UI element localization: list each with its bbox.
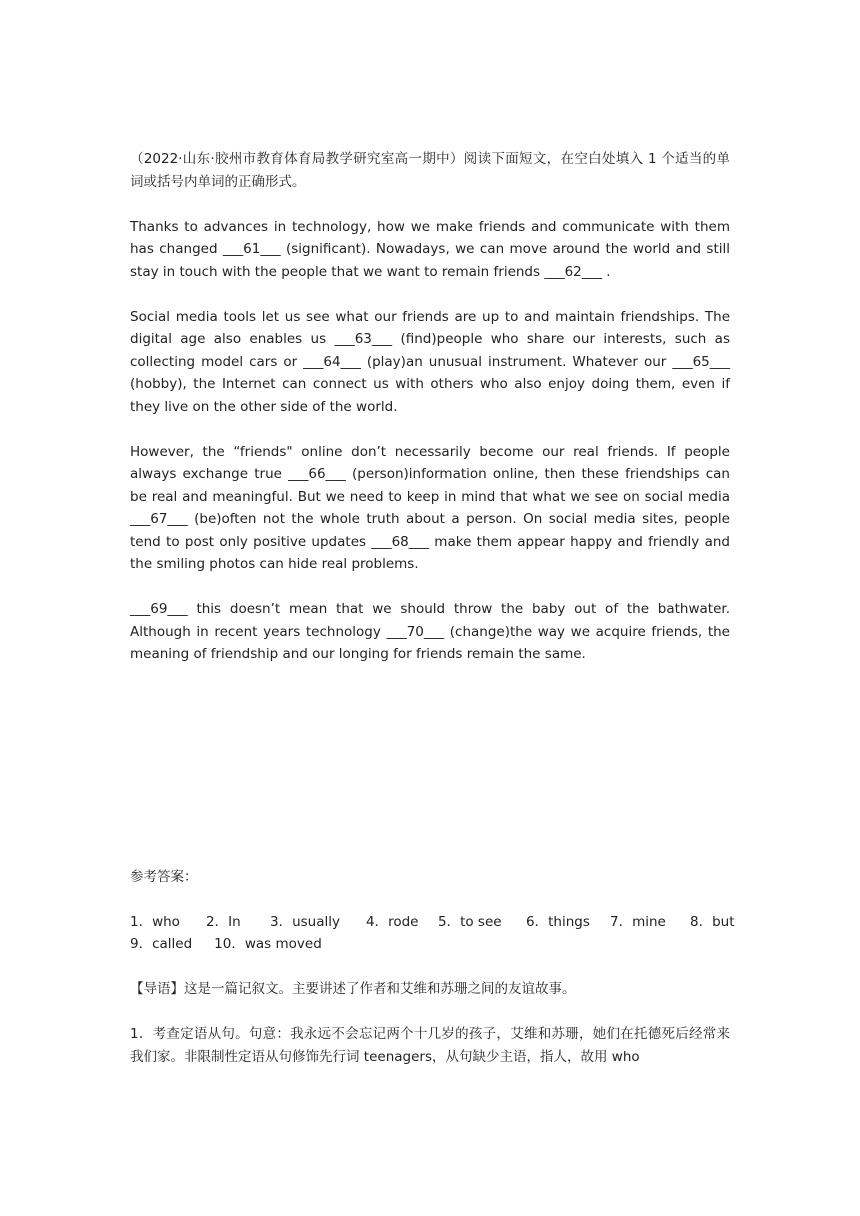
document-body — [130, 148, 735, 1068]
answers-row-2 — [130, 933, 730, 956]
answers-row-1 — [130, 911, 735, 934]
answer-item: 9．called — [130, 936, 193, 952]
passage-paragraph-4: ___69___ this doesn’t mean that we should throw the baby out of the bathwater. Although in recent years technology ___70___ (change)the way we acquire friends, the meaning of friendship and our longing for friends remain the same. — [130, 601, 730, 662]
guide-text: 【导语】这是一篇记叙文。主要讲述了作者和艾维和苏珊之间的友谊故事。 — [130, 981, 576, 997]
answer-item: 2．In — [206, 913, 241, 930]
answer-item: 7．mine — [610, 913, 666, 930]
passage-paragraph-3: However, the “friends" online don’t necessarily become our real friends. If people always exchange true ___66___ (person)information online, then these friendships can be real and meaningful. But we need to keep in mind that what we see on social media ___67___ (be)often not the whole truth about a person. On social media sites, people tend to post only positive updates ___68___ make them appear happy and friendly and the smiling photos can hide real problems. — [130, 443, 730, 572]
answer-item: 3．usually — [270, 913, 340, 930]
passage-paragraph-1: Thanks to advances in technology, how we make friends and communicate with them has changed ___61___ (significant). Nowadays, we can move around the world and still stay in touch with the people that we want to remain friends ___62___ . — [130, 218, 730, 280]
answers-heading: 参考答案： — [130, 868, 198, 885]
answer-item: 10．was moved — [214, 936, 322, 952]
answer-item: 6．things — [526, 913, 590, 930]
question-intro: （2022·山东·胶州市教育体育局教学研究室高一期中）阅读下面短文，在空白处填入 1 个适当的单词或括号内单词的正确形式。 — [130, 151, 730, 190]
passage-paragraph-2: Social media tools let us see what our friends are up to and maintain friendships. The digital age also enables us ___63___ (find)people who share our interests, such as collecting model cars or ___64___ (play)an unusual instrument. Whatever our ___65___ (hobby), the Internet can connect us with others who also enjoy doing them, even if they live on the other side of the world. — [130, 308, 730, 415]
explanation-text: 1．考查定语从句。句意：我永远不会忘记两个十几岁的孩子，艾维和苏珊，她们在托德死后经常来我们家。非限制性定语从句修饰先行词 teenagers，从句缺少主语，指人，故用 who — [130, 1026, 730, 1065]
answer-item: 4．rode — [366, 913, 419, 930]
answer-item: 8．but — [690, 913, 735, 930]
answer-item: 1．who — [130, 913, 180, 930]
answer-item: 5．to see — [438, 913, 502, 930]
